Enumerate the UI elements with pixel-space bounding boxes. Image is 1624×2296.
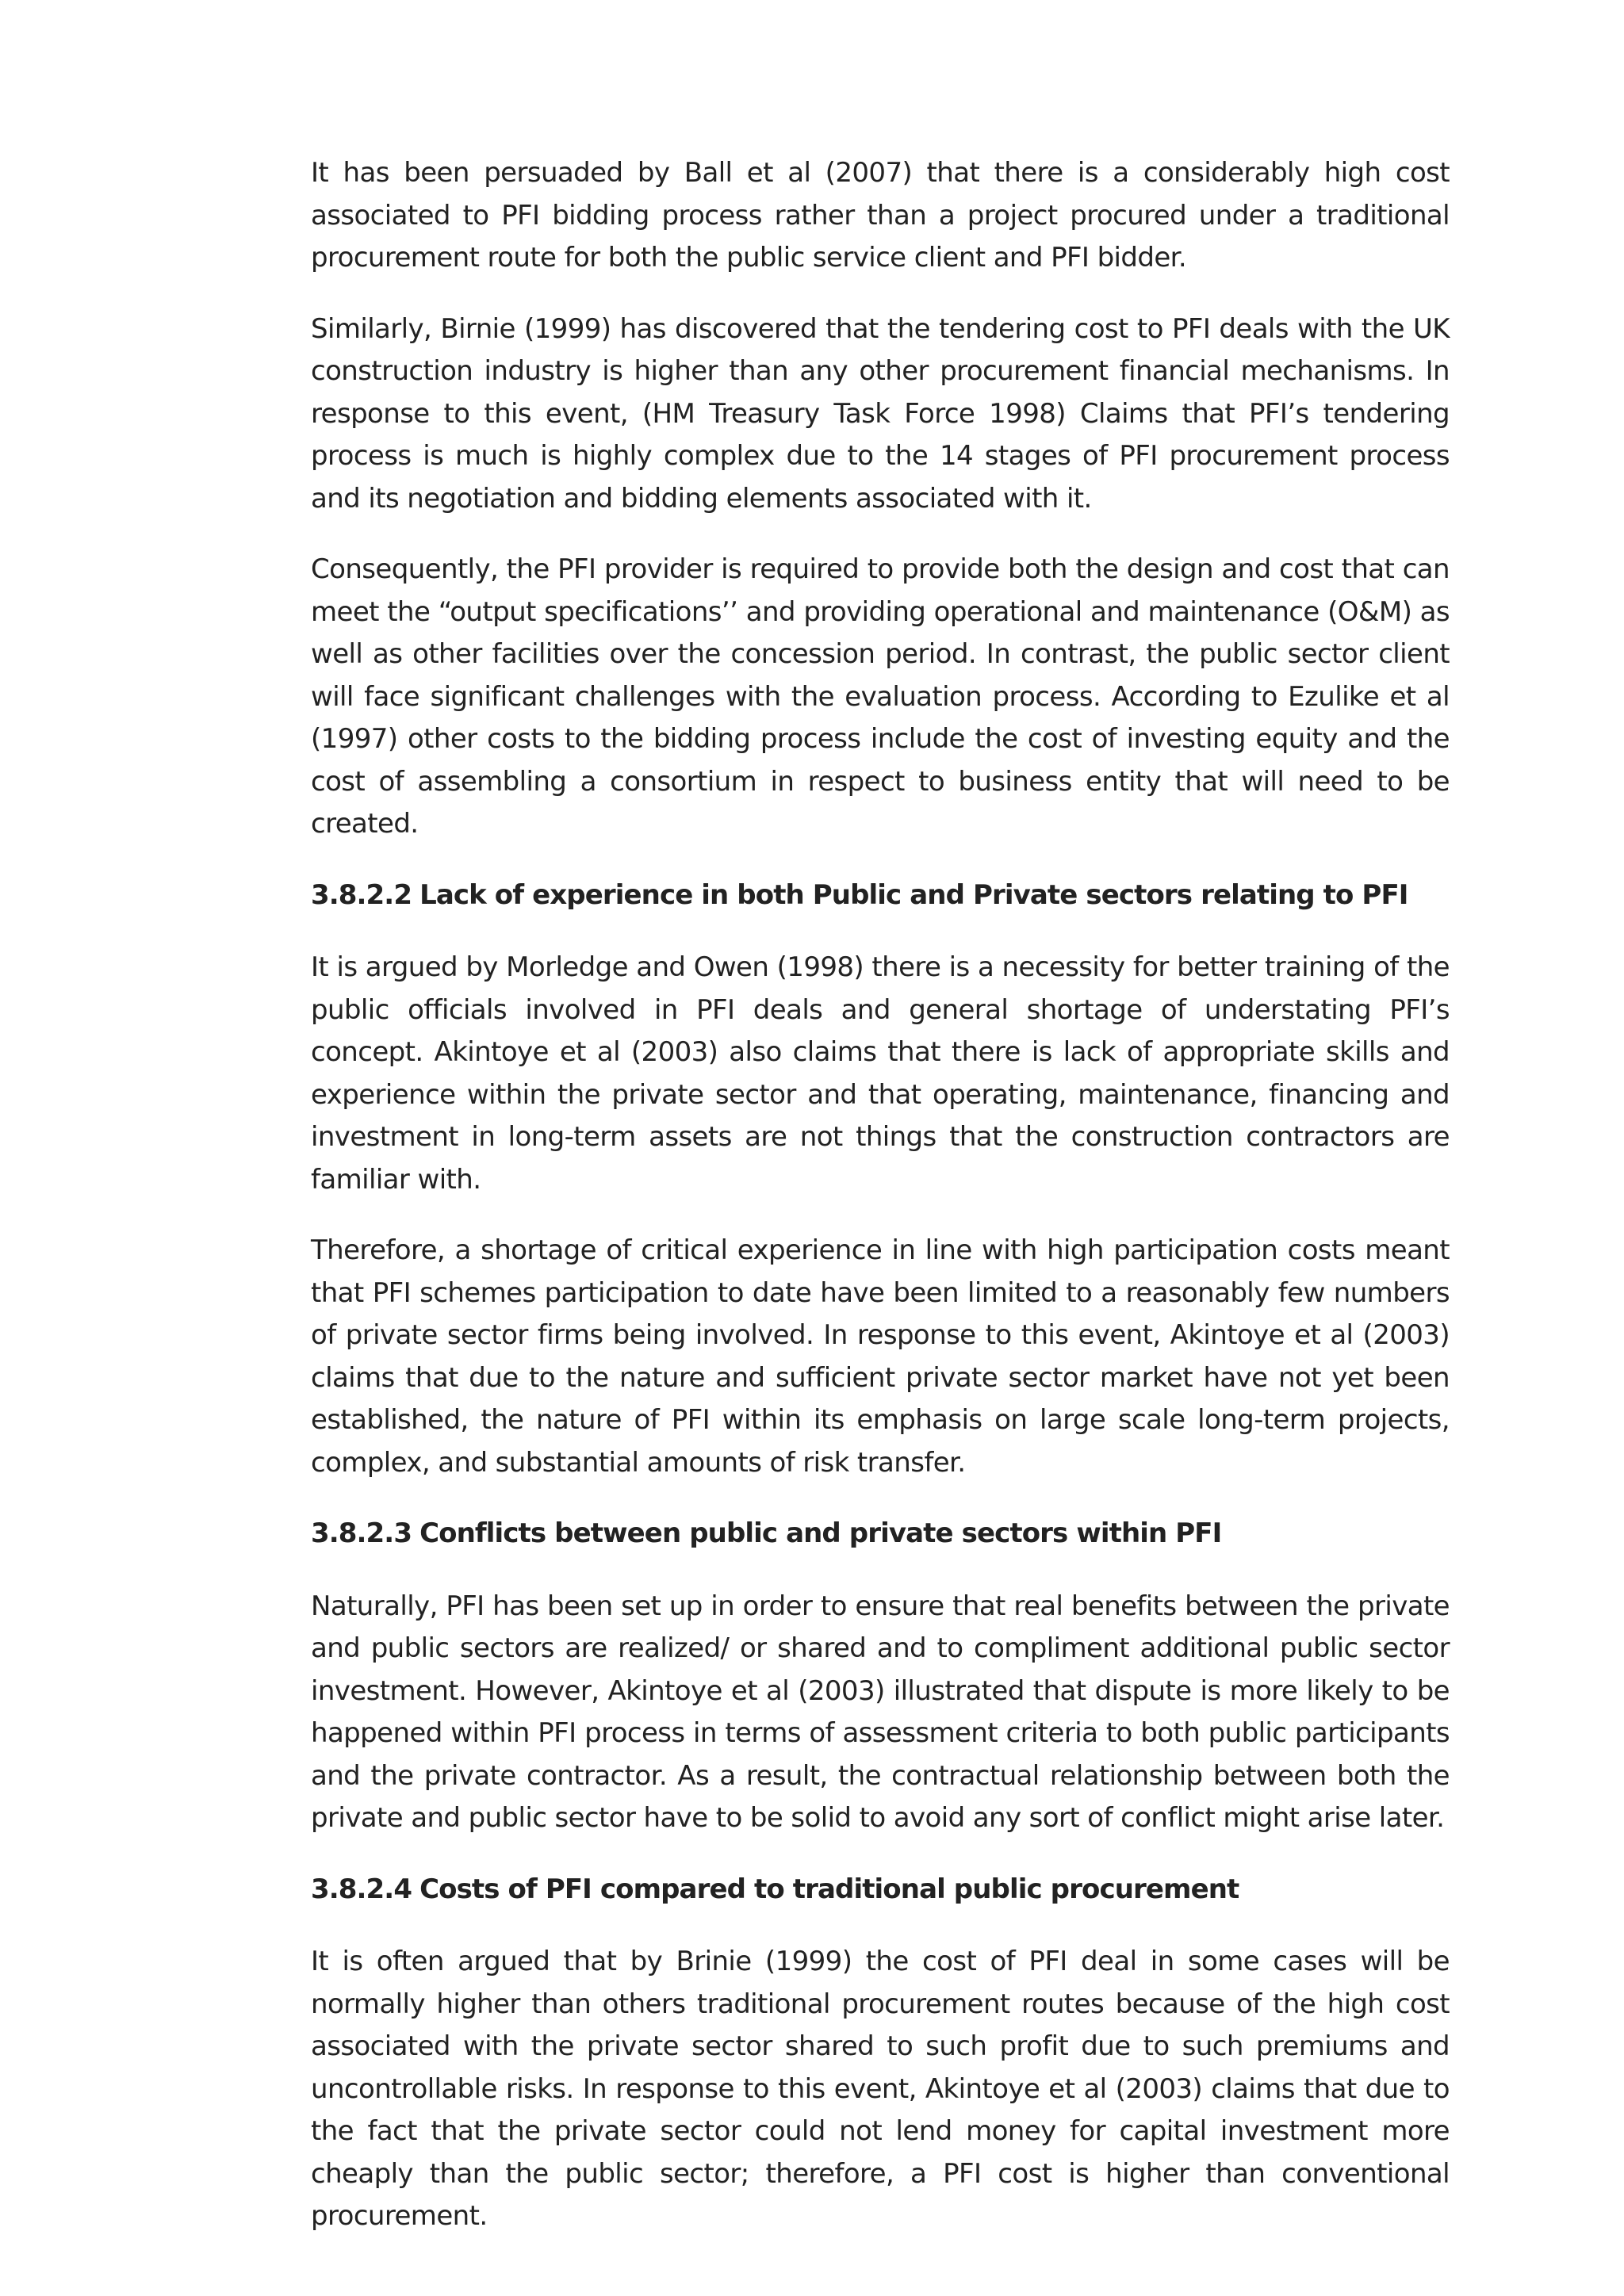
section-heading-3822	[311, 874, 1450, 917]
section-title: Costs of PFI compared to traditional public procurement	[419, 1873, 1239, 1905]
section-number: 3.8.2.2	[311, 878, 412, 911]
section-title: Lack of experience in both Public and Private sectors relating to PFI	[419, 878, 1408, 911]
paragraph-tendering-cost: Similarly, Birnie (1999) has discovered that the tendering cost to PFI deals with the UK construction industry is higher than any other procurement financial mechanisms. In response to this event, (HM Treasury Task Force 1998) Claims that PFI’s tendering process is much is highly complex due to the 14 stages of PFI procurement process and its negotiation and bidding elements associated with it.	[311, 312, 1450, 515]
document-page	[311, 152, 1450, 2267]
paragraph-bidding-cost: It has been persuaded by Ball et al (2007) that there is a considerably high cost associated to PFI bidding process rather than a project procured under a traditional procurement route for both the public service client and PFI bidder.	[311, 157, 1450, 274]
section-number: 3.8.2.3	[311, 1517, 412, 1549]
section-number: 3.8.2.4	[311, 1873, 412, 1905]
section-heading-3823	[311, 1513, 1450, 1556]
paragraph-training-shortage: It is argued by Morledge and Owen (1998) there is a necessity for better training of the public officials involved in PFI deals and general shortage of understating PFI’s concept. Akintoye et al (2003) also claims that there is lack of appropriate skills and experience within the private sector and that operating, maintenance, financing and investment in long-term assets are not things that the construction contractors are familiar with.	[311, 951, 1450, 1196]
section-heading-3824	[311, 1869, 1450, 1911]
paragraph-output-specifications: Consequently, the PFI provider is required to provide both the design and cost that can meet the “output specifications’’ and providing operational and maintenance (O&M) as well as other facilities over the concession period. In contrast, the public sector client will face significant challenges with the evaluation process. According to Ezulike et al (1997) other costs to the bidding process include the cost of investing equity and the cost of assembling a consortium in respect to business entity that will need to be created.	[311, 553, 1450, 840]
paragraph-conflicts: Naturally, PFI has been set up in order to ensure that real benefits between the private and public sectors are realized/ or shared and to compliment additional public sector investment. However, Akintoye et al (2003) illustrated that dispute is more likely to be happened within PFI process in terms of assessment criteria to both public participants and the private contractor. As a result, the contractual relationship between both the private and public sector have to be solid to avoid any sort of conflict might arise later.	[311, 1590, 1450, 1834]
paragraph-limited-participation: Therefore, a shortage of critical experience in line with high participation costs meant that PFI schemes participation to date have been limited to a reasonably few numbers of private sector firms being involved. In response to this event, Akintoye et al (2003) claims that due to the nature and sufficient private sector market have not yet been established, the nature of PFI within its emphasis on large scale long-term projects, complex, and substantial amounts of risk transfer.	[311, 1234, 1450, 1479]
paragraph-pfi-costs: It is often argued that by Brinie (1999) the cost of PFI deal in some cases will be normally higher than others traditional procurement routes because of the high cost associated with the private sector shared to such profit due to such premiums and uncontrollable risks. In response to this event, Akintoye et al (2003) claims that due to the fact that the private sector could not lend money for capital investment more cheaply than the public sector; therefore, a PFI cost is higher than conventional procurement.	[311, 1946, 1450, 2232]
section-title: Conflicts between public and private sectors within PFI	[419, 1517, 1222, 1549]
